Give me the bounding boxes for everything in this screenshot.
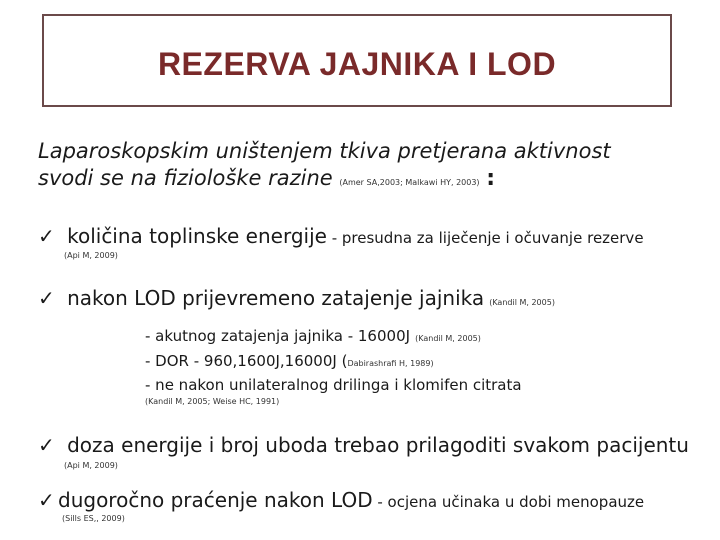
bullet-3-citation: (Api M, 2009) xyxy=(64,461,118,470)
title-box xyxy=(42,14,672,107)
sub-item-2-citation: Dabirashrafi H, 1989) xyxy=(347,359,434,368)
sub-item-3 xyxy=(145,375,522,394)
check-icon: ✓ xyxy=(38,433,55,457)
bullet-4-rest: - ocjena učinaka u dobi menopauze xyxy=(372,493,645,511)
slide-title: REZERVA JAJNIKA I LOD xyxy=(157,46,557,82)
intro-colon: : xyxy=(486,166,496,191)
sub-item-3-text: - ne nakon unilateralnog drilinga i klomifen citrata xyxy=(145,376,522,394)
sub-item-2 xyxy=(145,351,434,370)
bullet-1-main: količina toplinske energije xyxy=(67,224,327,248)
sub-item-2-text: - DOR - 960,1600J,16000J ( xyxy=(145,352,348,370)
sub-item-1 xyxy=(145,326,481,345)
bullet-2-citation: (Kandil M, 2005) xyxy=(489,298,555,307)
sub-item-1-text: - akutnog zatajenja jajnika - 16000J xyxy=(145,327,411,345)
bullet-4-citation: (Sills ES,, 2009) xyxy=(62,514,125,523)
intro-paragraph xyxy=(38,138,718,196)
sub-items-citation: (Kandil M, 2005; Weise HC, 1991) xyxy=(145,397,280,406)
intro-line-2-text: svodi se na fiziološke razine xyxy=(38,166,333,190)
sub-item-1-citation: (Kandil M, 2005) xyxy=(415,334,481,343)
bullet-2-main: nakon LOD prijevremeno zatajenje jajnika xyxy=(67,286,485,310)
bullet-1-rest: - presudna za liječenje i očuvanje rezerve xyxy=(326,229,644,247)
intro-citation: (Amer SA,2003; Malkawi HY, 2003) xyxy=(339,178,480,187)
check-icon: ✓ xyxy=(38,224,55,248)
intro-line-1: Laparoskopskim uništenjem tkiva pretjerana aktivnost xyxy=(38,139,611,163)
bullet-1-citation: (Api M, 2009) xyxy=(64,251,118,260)
bullet-4 xyxy=(38,488,644,512)
bullet-4-main: dugoročno praćenje nakon LOD xyxy=(58,488,373,512)
bullet-3 xyxy=(38,433,689,457)
bullet-3-main: doza energije i broj uboda trebao prilagoditi svakom pacijentu xyxy=(67,433,689,457)
intro-line-2 xyxy=(38,165,718,196)
check-icon: ✓ xyxy=(38,488,55,512)
bullet-2 xyxy=(38,286,555,310)
check-icon: ✓ xyxy=(38,286,55,310)
bullet-1 xyxy=(38,224,644,248)
